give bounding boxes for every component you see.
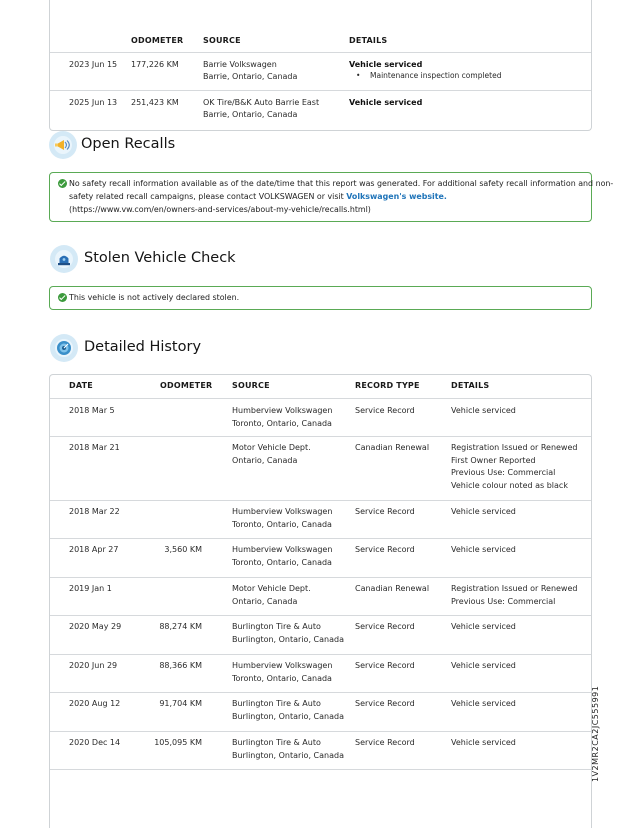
row-record-type: Service Record (355, 738, 415, 747)
row-source-name: Humberview Volkswagen (232, 507, 333, 516)
row-date: 2018 Mar 5 (69, 406, 115, 415)
row-divider (50, 615, 591, 616)
row-detail-item: Vehicle serviced (451, 406, 516, 415)
row-detail-item: Registration Issued or Renewed (451, 584, 578, 593)
row-detail-item: Vehicle serviced (451, 738, 516, 747)
row-divider (50, 90, 591, 91)
row-source-name: Humberview Volkswagen (232, 545, 333, 554)
row-detail-item: Vehicle colour noted as black (451, 480, 568, 490)
row-source-name: Humberview Volkswagen (232, 661, 333, 670)
row-divider (50, 500, 591, 501)
col-header-details: DETAILS (451, 381, 490, 390)
check-circle-icon (58, 179, 67, 188)
row-record-type: Service Record (355, 622, 415, 631)
row-divider (50, 436, 591, 437)
row-source-location: Toronto, Ontario, Canada (232, 519, 332, 529)
row-date: 2018 Mar 21 (69, 443, 120, 452)
row-source-name: Burlington Tire & Auto (232, 699, 321, 708)
row-source-location: Toronto, Ontario, Canada (232, 418, 332, 428)
bullet-dot: • (356, 71, 361, 80)
row-source-location: Barrie, Ontario, Canada (203, 72, 298, 81)
recall-url: (https://www.vw.com/en/owners-and-services/about-my-vehicle/recalls.html) (69, 205, 371, 214)
row-source-location: Toronto, Ontario, Canada (232, 557, 332, 567)
row-divider (50, 538, 591, 539)
row-odometer: 177,226 KM (131, 60, 179, 69)
row-source-name: Motor Vehicle Dept. (232, 584, 311, 593)
row-divider (50, 769, 591, 770)
row-detail-item: Vehicle serviced (451, 622, 516, 631)
row-detail-item: Vehicle serviced (451, 699, 516, 708)
row-date: 2020 Jun 29 (69, 661, 118, 670)
row-divider (50, 692, 591, 693)
stolen-status-box (49, 286, 592, 310)
section-title-detailed-history: Detailed History (84, 339, 202, 355)
row-detail-item: Previous Use: Commercial (451, 596, 556, 606)
row-source-name: Motor Vehicle Dept. (232, 443, 311, 452)
row-date: 2020 Aug 12 (69, 699, 121, 708)
row-date: 2019 Jan 1 (69, 584, 112, 593)
row-detail-item: Registration Issued or Renewed (451, 443, 578, 452)
row-detail-item: First Owner Reported (451, 455, 536, 465)
check-circle-icon (58, 293, 67, 302)
row-source-location: Ontario, Canada (232, 455, 298, 465)
row-odometer: 3,560 KM (164, 545, 202, 554)
row-source-location: Burlington, Ontario, Canada (232, 634, 344, 644)
col-header-source: SOURCE (232, 381, 270, 390)
row-odometer: 88,366 KM (159, 661, 202, 670)
row-source-name: OK Tire/B&K Auto Barrie East (203, 98, 320, 107)
row-odometer: 88,274 KM (159, 622, 202, 631)
row-record-type: Service Record (355, 699, 415, 708)
row-detail-bullet: Maintenance inspection completed (370, 71, 502, 80)
row-source-name: Humberview Volkswagen (232, 406, 333, 415)
row-divider (50, 52, 591, 53)
section-title-stolen-vehicle-check: Stolen Vehicle Check (84, 250, 236, 266)
section-title-open-recalls: Open Recalls (81, 136, 176, 152)
recall-message-line2 (69, 190, 447, 203)
recall-status-box (49, 172, 614, 222)
row-record-type: Service Record (355, 406, 415, 415)
col-header-odometer: ODOMETER (131, 36, 184, 45)
col-header-record-type: RECORD TYPE (355, 381, 420, 390)
row-odometer: 251,423 KM (131, 98, 179, 107)
col-header-source: SOURCE (203, 36, 241, 45)
row-record-type: Canadian Renewal (355, 584, 430, 593)
row-date: 2018 Mar 22 (69, 507, 120, 516)
row-detail-item: Vehicle serviced (451, 661, 516, 670)
vin-footer: 1V2MR2CA2JC555991 (591, 685, 600, 782)
recall-message-line1: No safety recall information available as of the date/time that this report was generated. For additional safety recall information and non- (69, 179, 614, 188)
recall-message-line2-text: safety related recall campaigns, please contact VOLKSWAGEN or visit (69, 192, 347, 201)
row-detail-title: Vehicle serviced (349, 60, 423, 69)
row-record-type: Canadian Renewal (355, 443, 430, 452)
row-source-name: Burlington Tire & Auto (232, 622, 321, 631)
row-date: 2023 Jun 15 (69, 60, 118, 69)
col-header-date: DATE (69, 381, 93, 390)
row-divider (50, 577, 591, 578)
row-source-location: Toronto, Ontario, Canada (232, 673, 332, 683)
row-date: 2018 Apr 27 (69, 545, 119, 554)
row-divider (50, 654, 591, 655)
row-source-name: Barrie Volkswagen (203, 60, 277, 69)
police-light-icon (50, 245, 78, 273)
row-date: 2020 May 29 (69, 622, 122, 631)
row-odometer: 91,704 KM (159, 699, 202, 708)
row-detail-item: Vehicle serviced (451, 545, 516, 554)
volkswagen-website-link[interactable]: Volkswagen's website. (346, 192, 447, 201)
megaphone-icon (49, 131, 77, 159)
row-source-location: Barrie, Ontario, Canada (203, 110, 298, 119)
row-source-location: Burlington, Ontario, Canada (232, 711, 344, 721)
row-date: 2025 Jun 13 (69, 98, 118, 107)
history-gauge-icon (50, 334, 78, 362)
row-record-type: Service Record (355, 507, 415, 516)
row-divider (50, 398, 591, 399)
service-history-table-continued (49, 0, 592, 131)
row-divider (50, 731, 591, 732)
row-odometer: 105,095 KM (154, 738, 202, 747)
col-header-odometer: ODOMETER (160, 381, 213, 390)
row-detail-item: Previous Use: Commercial (451, 468, 556, 477)
col-header-details: DETAILS (349, 36, 388, 45)
row-source-location: Burlington, Ontario, Canada (232, 750, 344, 760)
row-record-type: Service Record (355, 545, 415, 554)
row-record-type: Service Record (355, 661, 415, 670)
detailed-history-table (49, 374, 592, 828)
row-source-location: Ontario, Canada (232, 596, 298, 606)
stolen-message: This vehicle is not actively declared stolen. (69, 293, 240, 302)
row-source-name: Burlington Tire & Auto (232, 738, 321, 747)
row-date: 2020 Dec 14 (69, 738, 121, 747)
row-detail-item: Vehicle serviced (451, 507, 516, 516)
row-detail-title: Vehicle serviced (349, 98, 423, 107)
